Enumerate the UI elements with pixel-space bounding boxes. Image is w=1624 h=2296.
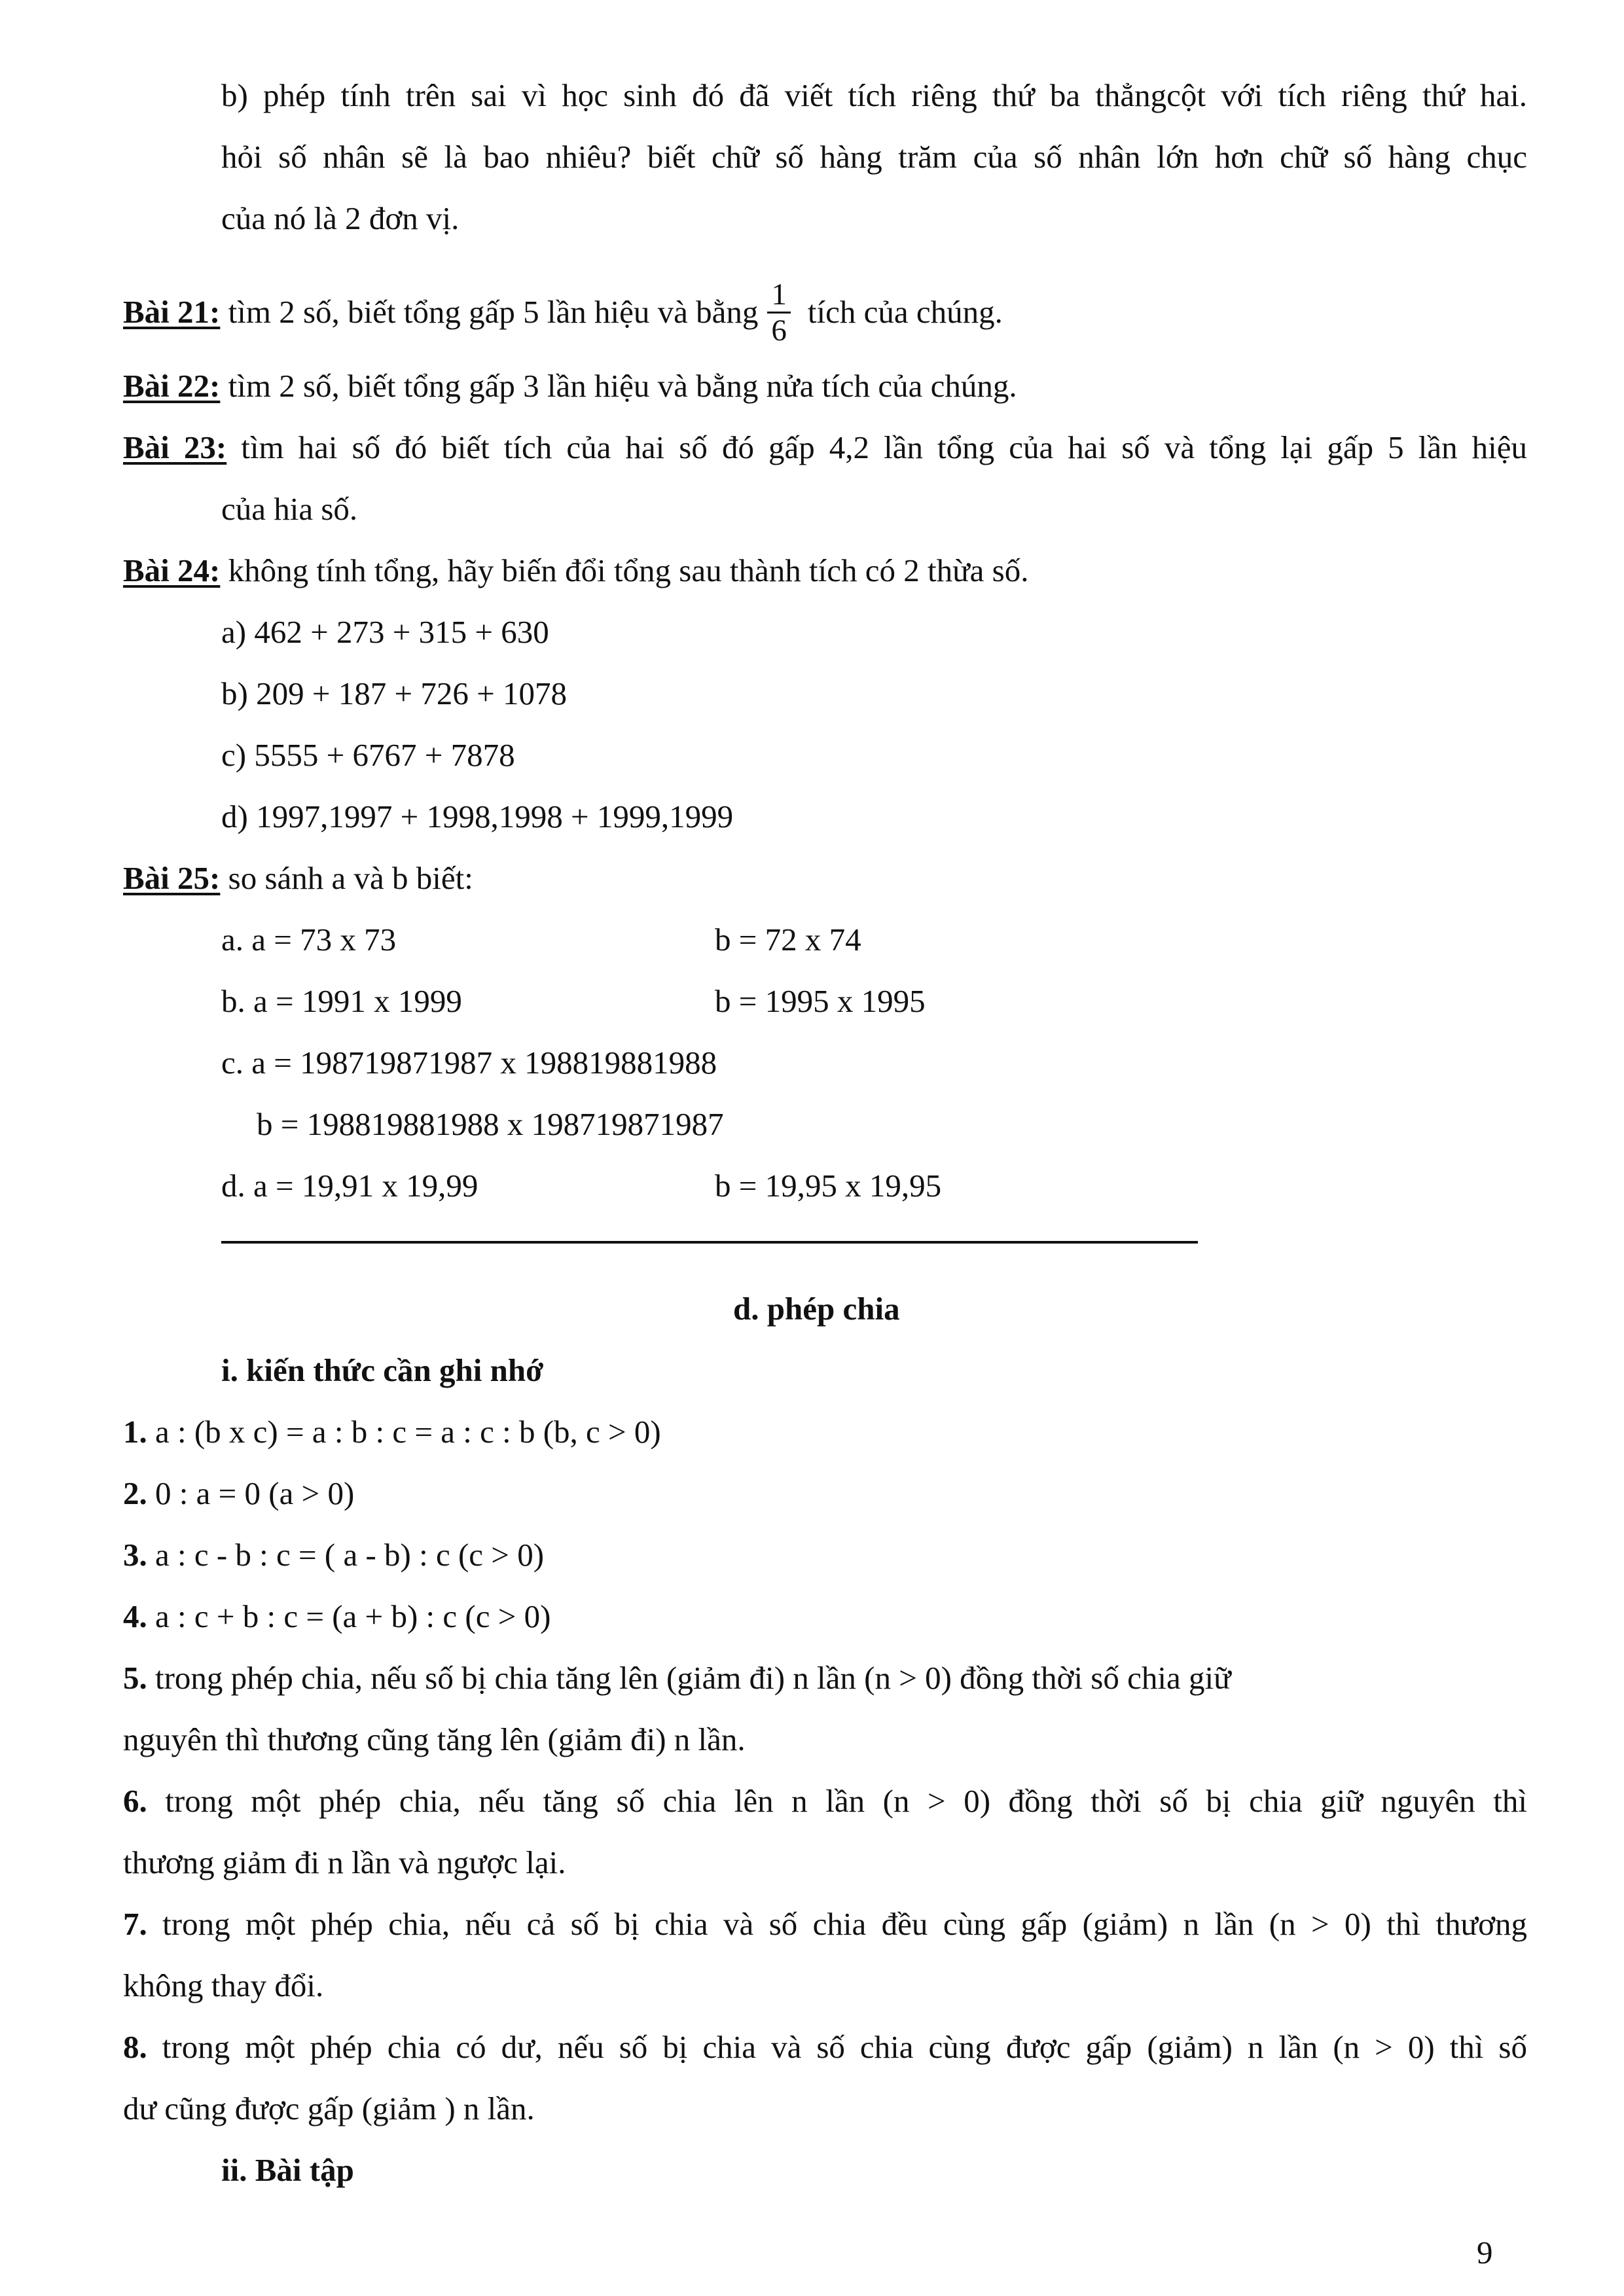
rule-8-cont: dư cũng được gấp (giảm ) n lần.	[123, 2090, 535, 2126]
exercise-25-item-b: b. a = 1991 x 1999	[221, 983, 462, 1019]
rule-8	[123, 2028, 1527, 2067]
exercise-label: Bài 23:	[123, 429, 227, 465]
section-subheading-2: ii. Bài tập	[221, 2152, 354, 2188]
exercise-text: không tính tổng, hãy biến đổi tổng sau thành tích có 2 thừa số.	[220, 552, 1029, 588]
exercise-25-item-a	[221, 920, 396, 960]
exercise-24-item-a: a) 462 + 273 + 315 + 630	[221, 614, 549, 650]
exercise-24	[123, 551, 1028, 590]
rule-number: 2.	[123, 1475, 147, 1511]
rule-7	[123, 1905, 1527, 1944]
rule-text: trong phép chia, nếu số bị chia tăng lên (giảm đi) n lần (n > 0) đồng thời số chia giữ	[147, 1660, 1231, 1696]
exercise-25-item-c-a: c. a = 198719871987 x 198819881988	[221, 1045, 717, 1081]
rule-number: 3.	[123, 1537, 147, 1573]
rule-text: trong một phép chia, nếu tăng số chia lên n lần (n > 0) đồng thời số bị chia giữ nguyên thì	[147, 1783, 1527, 1819]
fraction-numerator: 1	[767, 278, 791, 314]
rule-text: 0 : a = 0 (a > 0)	[147, 1475, 355, 1511]
fraction-denominator: 6	[771, 314, 787, 348]
value-a: a. a = 73 x 73	[221, 922, 397, 958]
page-number: 9	[1477, 2234, 1493, 2270]
exercise-25-item-c-b: b = 198819881988 x 198719871987	[257, 1106, 724, 1142]
rule-number: 6.	[123, 1783, 147, 1819]
exercise-label: Bài 24:	[123, 552, 221, 588]
exercise-text: so sánh a và b biết:	[220, 860, 473, 896]
rule-text: a : (b x c) = a : b : c = a : c : b (b, c > 0)	[147, 1414, 661, 1450]
rule-number: 1.	[123, 1414, 147, 1450]
rule-text: trong một phép chia có dư, nếu số bị chia và số chia cùng được gấp (giảm) n lần (n > 0) thì số	[147, 2029, 1527, 2065]
rule-5	[123, 1659, 1231, 1698]
exercise-23	[123, 428, 1527, 467]
exercise-label: Bài 22:	[123, 368, 221, 404]
exercise-text: tìm 2 số, biết tổng gấp 5 lần hiệu và bằng	[220, 293, 759, 330]
exercise-label: Bài 21:	[123, 293, 221, 330]
rule-3	[123, 1535, 544, 1575]
cont-line-2: hỏi số nhân sẽ là bao nhiêu? biết chữ số hàng trăm của số nhân lớn hơn chữ số hàng chục	[221, 139, 1527, 175]
rule-number: 7.	[123, 1906, 147, 1942]
rule-text: a : c - b : c = ( a - b) : c (c > 0)	[147, 1537, 545, 1573]
exercise-25-item-a-b: b = 72 x 74	[715, 922, 861, 958]
rule-5-cont: nguyên thì thương cũng tăng lên (giảm đi) n lần.	[123, 1721, 746, 1757]
exercise-text: tìm hai số đó biết tích của hai số đó gấp 4,2 lần tổng của hai số và tổng lại gấp 5 lần hiệu	[226, 429, 1527, 465]
rule-7-cont: không thay đổi.	[123, 1967, 324, 2003]
exercise-24-item-c: c) 5555 + 6767 + 7878	[221, 737, 515, 773]
cont-line-1: b) phép tính trên sai vì học sinh đó đã viết tích riêng thứ ba thẳngcột với tích riêng thứ hai.	[221, 77, 1527, 113]
rule-4	[123, 1597, 550, 1636]
exercise-25-item-d-b: b = 19,95 x 19,95	[715, 1168, 942, 1204]
section-title: d. phép chia	[733, 1291, 900, 1327]
rule-1	[123, 1412, 661, 1452]
rule-number: 5.	[123, 1660, 147, 1696]
exercise-21	[123, 280, 1003, 350]
rule-2	[123, 1474, 354, 1513]
exercise-25	[123, 859, 473, 898]
section-subheading-1: i. kiến thức cần ghi nhớ	[221, 1352, 544, 1388]
rule-text: trong một phép chia, nếu cả số bị chia và số chia đều cùng gấp (giảm) n lần (n > 0) thì thương	[147, 1906, 1527, 1942]
fraction	[767, 278, 791, 348]
horizontal-divider	[221, 1241, 1198, 1244]
exercise-text-2: tích của chúng.	[807, 293, 1003, 330]
exercise-22	[123, 367, 1017, 406]
rule-number: 4.	[123, 1598, 147, 1634]
exercise-text: tìm 2 số, biết tổng gấp 3 lần hiệu và bằng nửa tích của chúng.	[220, 368, 1017, 404]
rule-6	[123, 1782, 1527, 1821]
exercise-24-item-b: b) 209 + 187 + 726 + 1078	[221, 675, 567, 711]
rule-text: a : c + b : c = (a + b) : c (c > 0)	[147, 1598, 551, 1634]
exercise-24-item-d: d) 1997,1997 + 1998,1998 + 1999,1999	[221, 798, 734, 834]
exercise-23-cont: của hia số.	[221, 491, 358, 527]
exercise-25-item-b-b: b = 1995 x 1995	[715, 983, 926, 1019]
exercise-label: Bài 25:	[123, 860, 221, 896]
cont-line-3: của nó là 2 đơn vị.	[221, 200, 460, 236]
rule-number: 8.	[123, 2029, 147, 2065]
exercise-25-item-d: d. a = 19,91 x 19,99	[221, 1168, 478, 1204]
rule-6-cont: thương giảm đi n lần và ngược lại.	[123, 1844, 566, 1880]
